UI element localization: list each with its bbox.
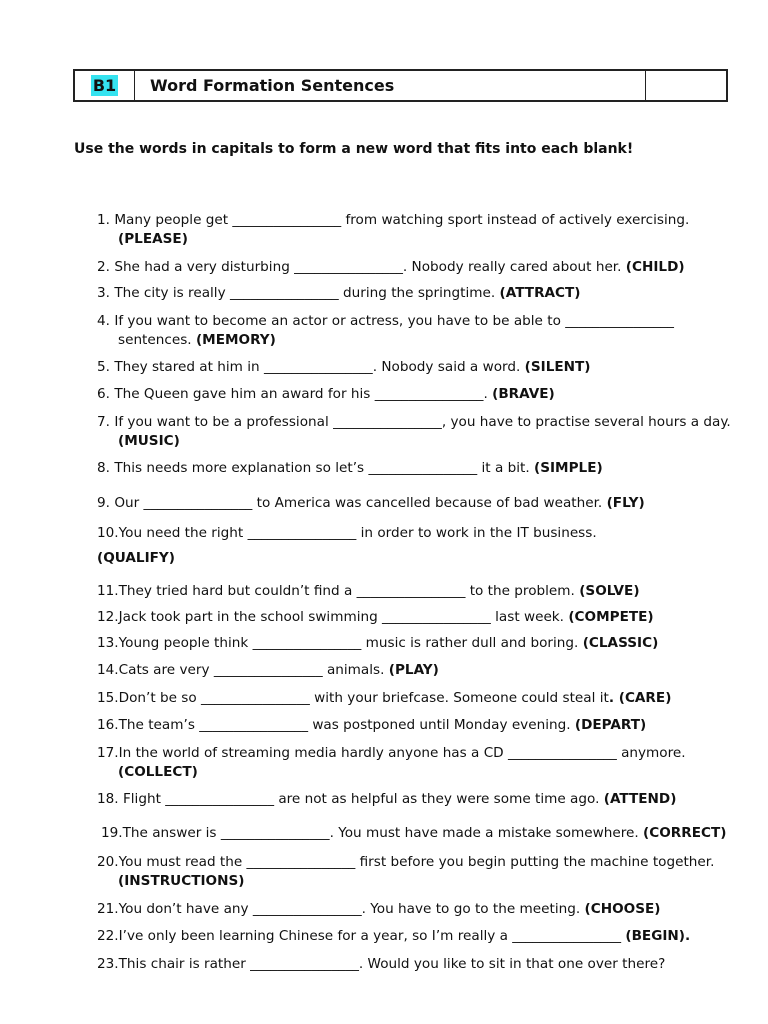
answer-blank[interactable]: ________________ bbox=[201, 690, 310, 706]
root-word: (ATTEND) bbox=[603, 791, 677, 807]
answer-blank[interactable]: ________________ bbox=[374, 386, 484, 402]
answer-blank[interactable]: ________________ bbox=[507, 745, 617, 761]
exercise-item-12: 12.Jack took part in the school swimming ________________ last week. (COMPETE) bbox=[97, 609, 654, 625]
level-cell bbox=[75, 71, 135, 100]
answer-blank[interactable]: ________________ bbox=[356, 583, 466, 599]
answer-blank[interactable]: ________________ bbox=[199, 717, 308, 733]
exercise-item-2: 2. She had a very disturbing ________________. Nobody really cared about her. (CHILD) bbox=[97, 259, 685, 275]
answer-blank[interactable]: ________________ bbox=[220, 825, 330, 841]
root-word: (CORRECT) bbox=[643, 825, 727, 841]
answer-blank[interactable]: ________________ bbox=[213, 662, 323, 678]
exercise-item-22: 22.I’ve only been learning Chinese for a year, so I’m really a ________________ (BEGIN). bbox=[97, 928, 691, 944]
root-word: (BEGIN). bbox=[625, 928, 691, 944]
root-word: (CLASSIC) bbox=[582, 635, 659, 651]
exercise-item-20: 20.You must read the ________________ first before you begin putting the machine together. (INSTRUCTIONS) bbox=[97, 854, 715, 889]
root-word: (ATTRACT) bbox=[499, 285, 581, 301]
root-word: (MUSIC) bbox=[118, 433, 180, 449]
answer-blank[interactable]: ________________ bbox=[252, 901, 362, 917]
answer-blank[interactable]: ________________ bbox=[368, 460, 478, 476]
answer-blank[interactable]: ________________ bbox=[333, 414, 442, 430]
root-word: (DEPART) bbox=[574, 717, 647, 733]
root-word: (PLAY) bbox=[388, 662, 439, 678]
answer-blank[interactable]: ________________ bbox=[247, 525, 357, 541]
exercise-item-10: 10.You need the right ________________ in order to work in the IT business. (QUALIFY) bbox=[97, 525, 597, 566]
exercise-item-3: 3. The city is really ________________ during the springtime. (ATTRACT) bbox=[97, 285, 581, 301]
exercise-item-17: 17.In the world of streaming media hardly anyone has a CD ________________ anymore. (COLLECT) bbox=[97, 745, 686, 780]
root-word: (INSTRUCTIONS) bbox=[118, 873, 245, 889]
answer-blank[interactable]: ________________ bbox=[143, 495, 253, 511]
root-word: (CHILD) bbox=[625, 259, 685, 275]
exercise-item-1: 1. Many people get ________________ from watching sport instead of actively exercising. (PLEASE) bbox=[97, 212, 690, 247]
exercise-item-19: 19.The answer is ________________. You must have made a mistake somewhere. (CORRECT) bbox=[101, 825, 727, 841]
exercise-item-23: 23.This chair is rather ________________. Would you like to sit in that one over there? bbox=[97, 956, 666, 972]
root-word: (SILENT) bbox=[524, 359, 591, 375]
instructions: Use the words in capitals to form a new word that fits into each blank! bbox=[74, 141, 634, 157]
root-word: (PLEASE) bbox=[118, 231, 188, 247]
answer-blank[interactable]: ________________ bbox=[263, 359, 373, 375]
answer-blank[interactable]: ________________ bbox=[565, 313, 674, 329]
answer-blank[interactable]: ________________ bbox=[294, 259, 403, 275]
answer-blank[interactable]: ________________ bbox=[250, 956, 359, 972]
exercise-item-18: 18. Flight ________________ are not as helpful as they were some time ago. (ATTEND) bbox=[97, 791, 677, 807]
root-word: (MEMORY) bbox=[195, 332, 276, 348]
header-table bbox=[73, 69, 728, 102]
answer-blank[interactable]: ________________ bbox=[252, 635, 362, 651]
exercise-item-6: 6. The Queen gave him an award for his ________________. (BRAVE) bbox=[97, 386, 555, 402]
answer-blank[interactable]: ________________ bbox=[246, 854, 356, 870]
root-word: (COLLECT) bbox=[118, 764, 198, 780]
answer-blank[interactable]: ________________ bbox=[165, 791, 274, 807]
header-empty-cell bbox=[646, 71, 726, 100]
root-word: (SOLVE) bbox=[579, 583, 640, 599]
answer-blank[interactable]: ________________ bbox=[512, 928, 622, 944]
exercise-item-5: 5. They stared at him in ________________. Nobody said a word. (SILENT) bbox=[97, 359, 591, 375]
exercise-item-4: 4. If you want to become an actor or actress, you have to be able to ________________ sentences. (MEMORY) bbox=[97, 313, 674, 348]
exercise-item-21: 21.You don’t have any ________________. You have to go to the meeting. (CHOOSE) bbox=[97, 901, 661, 917]
root-word: (QUALIFY) bbox=[97, 550, 175, 566]
exercise-item-8: 8. This needs more explanation so let’s ________________ it a bit. (SIMPLE) bbox=[97, 460, 603, 476]
worksheet-title: Word Formation Sentences bbox=[135, 71, 646, 100]
answer-blank[interactable]: ________________ bbox=[229, 285, 339, 301]
exercise-item-13: 13.Young people think ________________ music is rather dull and boring. (CLASSIC) bbox=[97, 635, 659, 651]
exercise-item-11: 11.They tried hard but couldn’t find a ________________ to the problem. (SOLVE) bbox=[97, 583, 640, 599]
level-badge: B1 bbox=[92, 76, 117, 95]
root-word: (CHOOSE) bbox=[584, 901, 661, 917]
root-word: (BRAVE) bbox=[492, 386, 555, 402]
root-word: (COMPETE) bbox=[568, 609, 654, 625]
root-word: (FLY) bbox=[606, 495, 645, 511]
exercise-item-7: 7. If you want to be a professional ________________, you have to practise several hours a day. (MUSIC) bbox=[97, 414, 731, 449]
root-word: (SIMPLE) bbox=[534, 460, 603, 476]
root-word: . (CARE) bbox=[608, 690, 672, 706]
exercise-item-16: 16.The team’s ________________ was postponed until Monday evening. (DEPART) bbox=[97, 717, 647, 733]
exercise-item-14: 14.Cats are very ________________ animals. (PLAY) bbox=[97, 662, 439, 678]
answer-blank[interactable]: ________________ bbox=[382, 609, 491, 625]
exercise-item-15: 15.Don’t be so ________________ with your briefcase. Someone could steal it. (CARE) bbox=[97, 690, 672, 706]
answer-blank[interactable]: ________________ bbox=[232, 212, 342, 228]
exercise-item-9: 9. Our ________________ to America was cancelled because of bad weather. (FLY) bbox=[97, 495, 645, 511]
